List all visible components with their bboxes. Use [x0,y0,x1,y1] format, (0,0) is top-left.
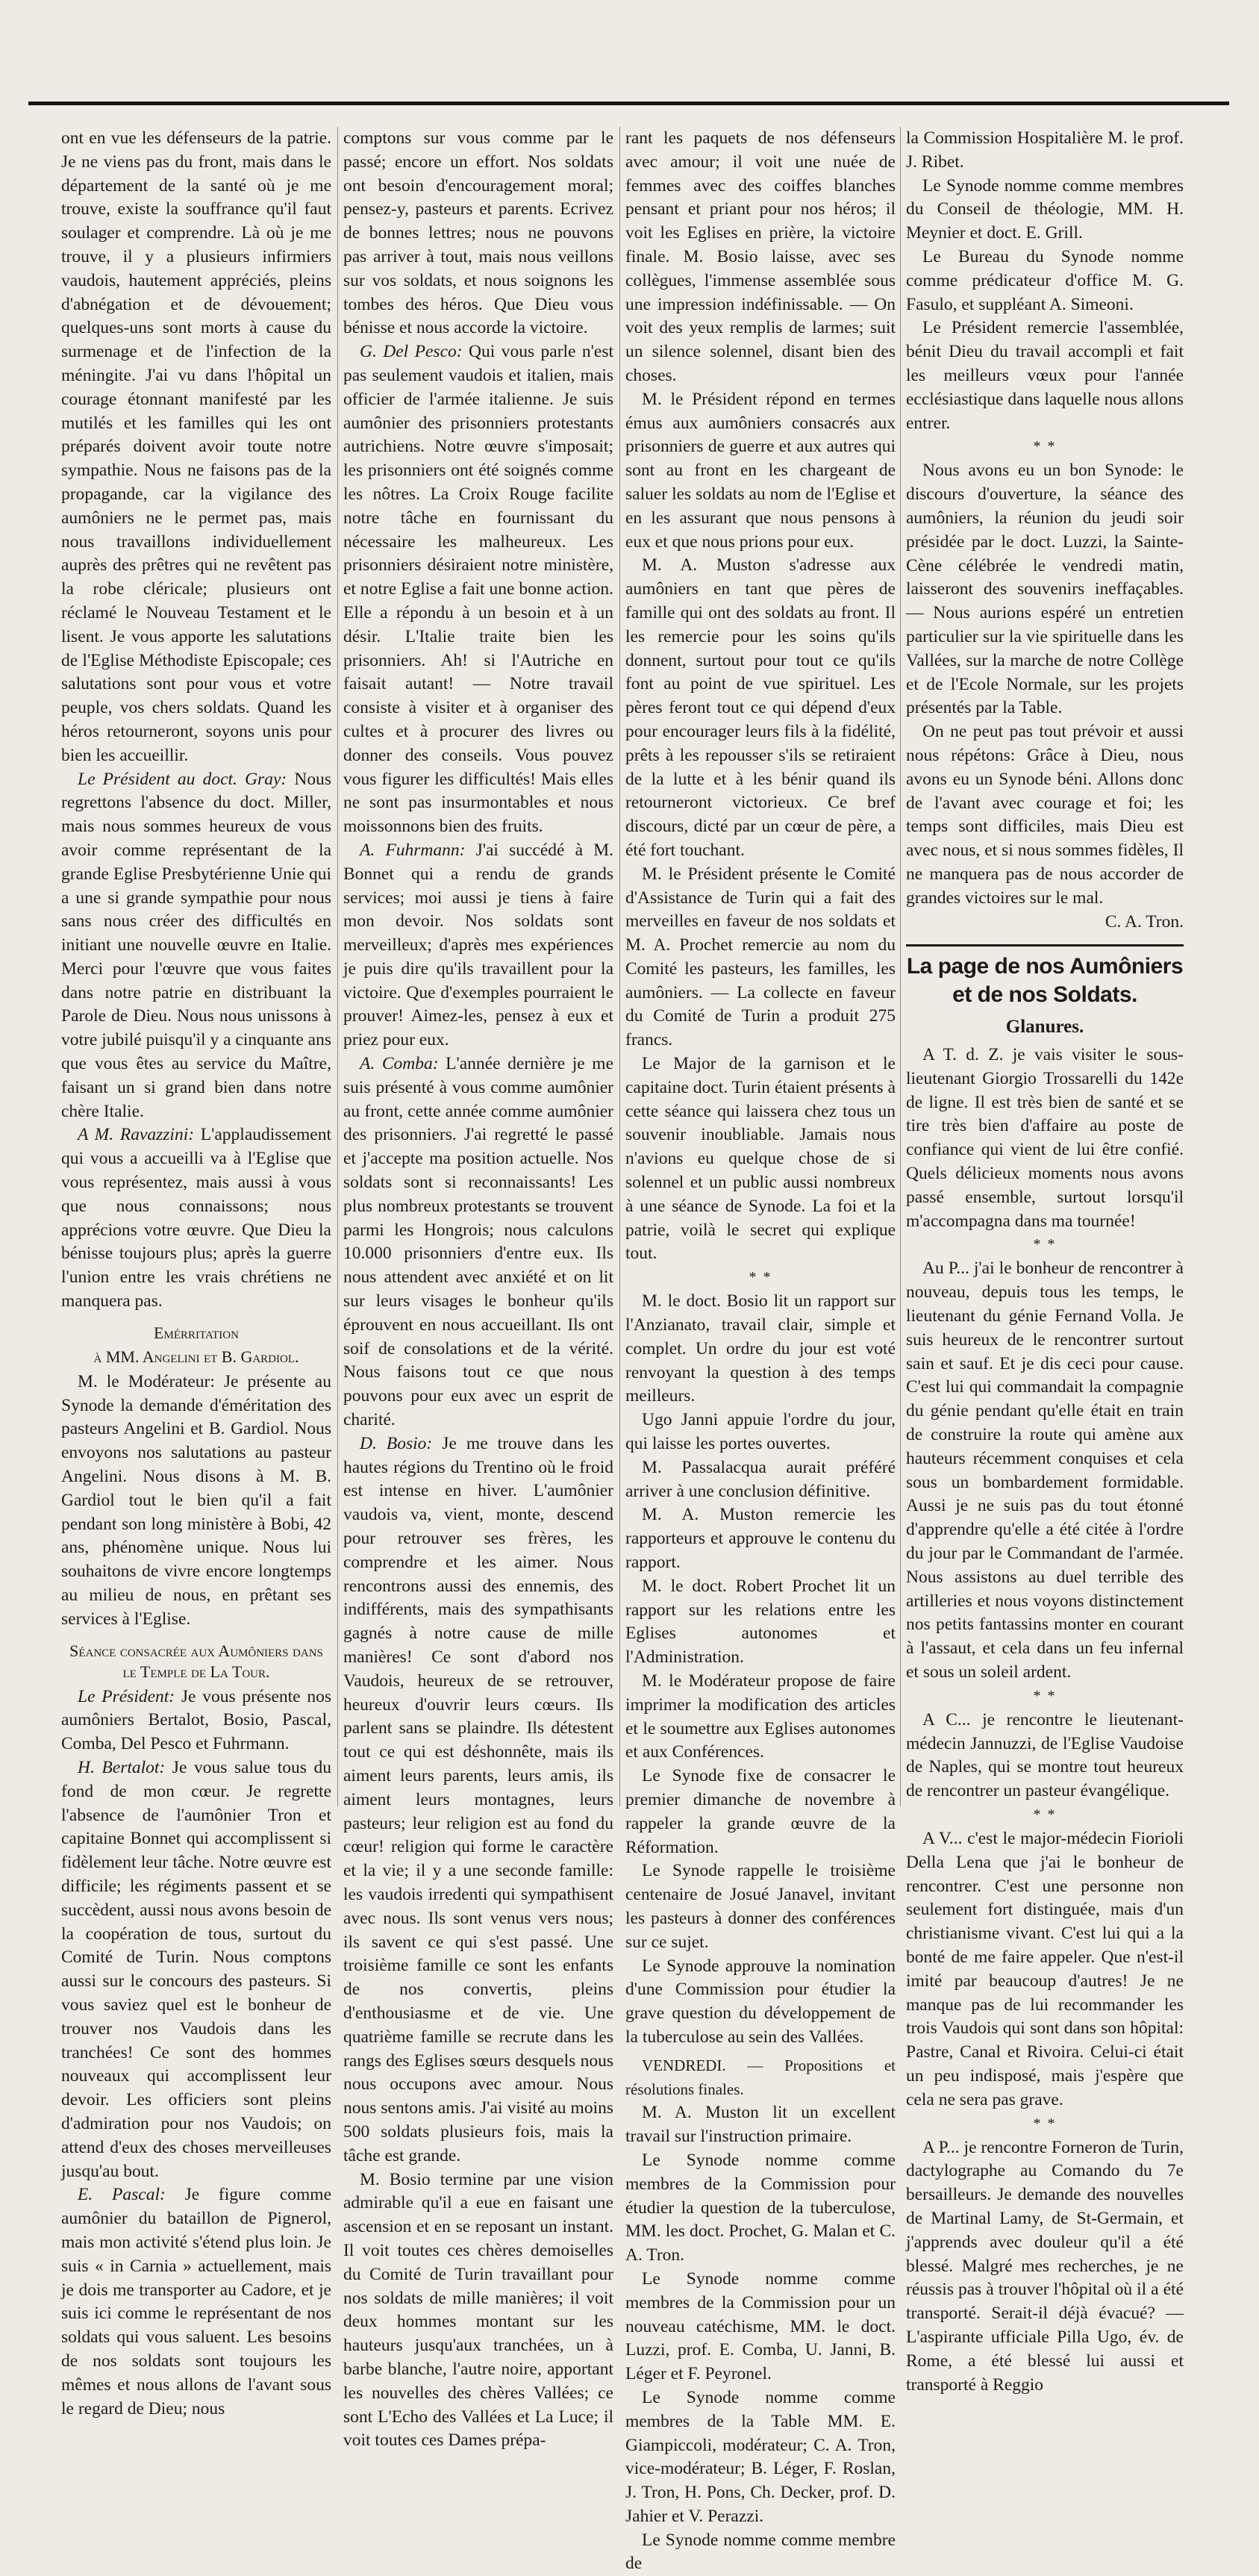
speech: L'applaudissement qui vous a accueilli va à l'Eglise que vous représentez, mais aussi à vous que nous connaissons; nous apprécions votre œuvre. Que Dieu la bénisse toujours plus; après la guerre l'union entre les vrais chrétiens ne manquera pas. [61,1125,332,1312]
paragraph: Ugo Janni appuie l'ordre du jour, qui laisse les portes ouvertes. [625,1410,896,1454]
paragraph: M. Bosio termine par une vision admirable qu'il a eue en faisant une ascension et en se reposant un instant. Il voit toutes ces chères demoiselles du Comité de Turin travaillant pour nos soldats de mille manières; il voit deux hommes montant sur les hauteurs jusqu'aux tranchées, un à barbe blanche, l'autre noire, apportant les nouvelles des chères Vallées; ce sont L'Echo des Vallées et La Luce; il voit toutes ces Dames prépa- [343,2169,613,2451]
paragraph: A C... je rencontre le lieutenant-médecin Jannuzzi, de l'Eglise Vaudoise de Naples, qui se montre tout heureux de rencontrer un pasteur évangélique. [906,1709,1184,1801]
speech: Je figure comme aumônier du bataillon de Pignerol, mais mon activité s'étend plus loin. Je suis « in Carnia » actuellement, mais je dois me transporter au Cadore, et je suis ici comme le représentant de nos soldats qui vous saluent. Les besoins de nos soldats sont toujours les mêmes et nous allons de l'avant sous le regard de Dieu; nous [61,2185,331,2418]
speech: Je vous salue tous du fond de mon cœur. Je regrette l'absence de l'aumônier Tron et capitaine Bonnet qui accomplissent si fidèlement leur tâche. Notre œuvre est difficile; les régiments passent et se succèdent, aussi nous avons besoin de la coopération de tous, surtout du Comité de Turin. Nous comptons aussi sur le concours des pasteurs. Si vous saviez quel est le bonheur de trouver nos Vaudois dans les tranchées! Ce sont des hommes nouveaux qui accomplissent leur devoir. Les officiers sont pleins d'admiration pour nos Vaudois; on attend d'eux des choses merveilleuses jusqu'au bout. [61,1758,331,2181]
asterism: * * [749,1269,772,1286]
column-divider [337,127,338,1806]
asterism: * * [1033,2115,1057,2132]
speech: L'année dernière je me suis présenté à vous comme aumônier au front, cette année comme aumônier des prisonniers. J'ai regretté le passé et j'accepte ma position actuelle. Nos soldats sont si reconnaissants! Les plus nombreux protestants se trouvent parmi les Hongrois; nous calculons 10.000 prisonniers d'entre eux. Ils nous attendent avec anxiété et on lit sur leurs visages le bonheur qu'ils éprouvent en nous accueillant. Ils ont soif de consolations et de la vérité. Nous faisons tout ce que nous pouvons pour eux avec un esprit de charité. [343,1054,613,1430]
column-1 [61,127,332,2418]
paragraph: Le Synode nomme comme membres de la Commission pour un nouveau catéchisme, MM. le doct. Luzzi, prof. E. Comba, U. Janni, B. Léger et F. Peyronel. [625,2268,896,2384]
speech: Je vous présente nos aumôniers Bertalot, Bosio, Pascal, Comba, Del Pesco et Fuhrmann. [61,1686,331,1754]
paragraph: Le Synode fixe de consacrer le premier dimanche de novembre à rappeler la grande œuvre de la Réformation. [625,1766,896,1857]
paragraph: A T. d. Z. je vais visiter le sous-lieutenant Giorgio Trossarelli du 142e de ligne. Il est très bien de santé et se tire très bien d'affaire au poste de confiance qui vient de lui être confié. Quels délicieux moments nous avons passé ensemble, surtout lorsqu'il m'accompagna dans ma tournée! [906,1045,1184,1231]
paragraph: A V... c'est le major-médecin Fiorioli Della Lena que j'ai le bonheur de rencontrer. C'est une personne non seulement fort distinguée, mais d'un christianisme vivant. C'est lui qui a la bonté de me faire appeler. Que n'est-il imité par beaucoup d'autres! Je ne manque pas de lui recommander les trois Vaudois qui sont dans son hôpital: Pastre, Canal et Rivoira. Celui-ci était un peu indisposé, mais j'espère que cela ne sera pas grave. [906,1829,1184,2109]
paragraph [61,2183,331,2421]
speaker: Le Président: [78,1686,175,1706]
paragraph: Le Synode rappelle le troisième centenaire de Josué Janavel, invitant les pasteurs à donner des conférences sur ce sujet. [625,1861,896,1952]
speech: J'ai succédé à M. Bonnet qui a rendu de grands services; moi aussi je tiens à faire mon devoir. Nos soldats sont merveilleux; d'après mes expériences je puis dire qu'ils travaillent pour la victoire. Que d'exemples pourraient le prouver! Aimez-les, pensez à eux et priez pour eux. [343,840,613,1050]
paragraph: M. Passalacqua aurait préféré arriver à une conclusion définitive. [625,1457,896,1501]
asterism: * * [1033,1806,1057,1823]
speaker: A. Comba: [360,1054,439,1074]
paragraph [343,839,613,1052]
asterism: * * [1033,438,1057,455]
column-4 [906,127,1184,2395]
paragraph: Le Synode nomme comme membres de la Table MM. E. Giampiccoli, modérateur; C. A. Tron, vice-modérateur; B. Léger, F. Roslan, J. Tron, H. Pons, Ch. Decker, prof. D. Jahier et V. Perazzi. [625,2387,896,2526]
paragraph: M. le Modérateur propose de faire imprimer la modification des articles et le soumettre aux Eglises autonomes et aux Conférences. [625,1671,896,1762]
paragraph: Le Synode nomme comme membres de la Commission pour étudier la question de la tuberculose, MM. les doct. Prochet, G. Malan et C. A. Tron. [625,2150,896,2265]
paragraph: rant les paquets de nos défenseurs avec amour; il voit une nuée de femmes avec des coiffes blanches pensant et priant pour nos héros; il voit les Eglises en prière, la victoire finale. M. Bosio laisse, avec ses collègues, l'immense assemblée sous une impression indéfinissable. — On voit des yeux remplis de larmes; suit un silence solennel, disant bien des choses. [625,128,896,385]
section-heading: Glanures. [1005,1017,1084,1038]
speaker: D. Bosio: [360,1433,433,1453]
paragraph: M. le doct. Robert Prochet lit un rapport sur les relations entre les Eglises autonomes et l'Administration. [625,1576,896,1668]
paragraph: Le Synode nomme comme membre de [625,2530,896,2574]
paragraph [343,1052,613,1432]
page-heading: La page de nos Aumôniers et de nos Soldats. [906,944,1184,1009]
paragraph: On ne peut pas tout prévoir et aussi nous répétons: Grâce à Dieu, nous avons eu un Synode béni. Allons donc de l'avant avec courage et foi; les temps sont difficiles, mais Dieu est avec nous, et si nous sommes fidèles, Il ne manquera pas de nous accorder de grandes victoires sur le mal. [906,722,1184,908]
paragraph: M. A. Muston remercie les rapporteurs et approuve le contenu du rapport. [625,1505,896,1573]
speech: Je me trouve dans les hautes régions du Trentino où le froid est intense en hiver. L'aumônier vaudois va, vient, monte, descend pour retrouver ses frères, les comprendre et les aimer. Nous rencontrons aussi des ennemis, des indifférents, mais des sympathisants gagnés à notre cause de mille manières! Ce sont d'abord nos Vaudois, heureux de se retrouver, heureux d'ouvrir leurs cœurs. Ils parlent sans se plaindre. Ils détestent tout ce qui est déshonnête, mais ils aiment leurs parents, leurs amis, ils aiment leurs montagnes, leurs pasteurs; leur religion est au fond du cœur! religion qui forme le caractère et la vie; il y a une seconde famille: les vaudois irredenti qui sympathisent avec nous. Ils sont venus vers nous; ils savent ce qui s'est passé. Une troisième famille ce sont les enfants de nos convertis, pleins d'enthousiasme et de vie. Une quatrième famille se recrute dans les rangs des Eglises sœurs desquels nous nous occupons avec amour. Nous nous sentons amis. J'ai visité au moins 500 soldats plusieurs fois, mais la tâche est grande. [343,1433,613,2165]
paragraph: M. le doct. Bosio lit un rapport sur l'Anzianato, travail clair, simple et complet. Un ordre du jour est voté renvoyant la question à des temps meilleurs. [625,1291,896,1406]
paragraph: M. A. Muston s'adresse aux aumôniers en tant que pères de famille qui ont des soldats au front. Il les remercie pour les soins qu'ils donnent, surtout pour tout ce qu'ils font au point de vue spirituel. Les pères feront tout ce qui dépend d'eux pour encourager leurs fils à la fidélité, prêts à les repousser s'ils se retiraient de la lutte et à les bénir quand ils retourneront victorieux. Ce bref discours, dicté par un cœur de père, a été fort touchant. [625,555,896,860]
paragraph [343,1432,613,2168]
speaker: G. Del Pesco: [360,342,463,362]
paragraph: la Commission Hospitalière M. le prof. J. Ribet. [906,128,1184,172]
paragraph: M. le Président répond en termes émus aux aumôniers consacrés aux prisonniers de guerre et aux autres qui sont au front en les chargeant de saluer les soldats au nom de l'Eglise et en les assurant que nous pensons à eux et que nous prions pour eux. [625,389,896,552]
paragraph [61,1123,331,1313]
paragraph: A P... je rencontre Forneron de Turin, dactylographe au Comando du 7e bersailleurs. Je demande des nouvelles de Martinal Lamy, de St-Germain, et j'apprends avec douleur qu'il a été blessé. Malgré mes recherches, je ne réussis pas à trouver l'hôpital où il a été transporté. Serait-il déjà évacué? — L'aspirante ufficiale Pilla Ugo, év. de Rome, a été blessé lui aussi et transporté à Reggio [906,2137,1184,2395]
paragraph [61,768,331,1124]
asterism: * * [1033,1236,1057,1253]
speech: Qui vous parle n'est pas seulement vaudois et italien, mais officier de l'armée italienne. Je suis aumônier des prisonniers protestants autrichiens. Notre œuvre s'imposait; les prisonniers ont été soignés comme les nôtres. La Croix Rouge facilite notre tâche en fournissant du nécessaire les malheureux. Les prisonniers désiraient notre ministère, et notre Eglise a fait une bonne action. Elle a répondu à un besoin et à un désir. L'Italie traite bien les prisonniers. Ah! si l'Autriche en faisait autant! — Notre travail consiste à visiter et à organiser des cultes et à procurer des livres ou donner des conseils. Vous pouvez vous figurer les difficultés! Mais elles ne sont pas insurmontables et nous moissonnons bien des fruits. [343,342,613,837]
vendredi-heading: VENDREDI. — Propositions et résolutions finales. [625,2056,896,2098]
paragraph: Le Synode nomme comme membres du Conseil de théologie, MM. H. Meynier et doct. E. Grill. [906,175,1184,243]
column-divider [619,127,620,1806]
speech: Nous regrettons l'absence du doct. Miller, mais nous sommes heureux de vous avoir comme représentant de la grande Eglise Presbytérienne Unie qui a une si grande sympathie pour nous sans nous créer des difficultés en initiant une nouvelle œuvre en Italie. Merci pour l'œuvre que vous faites dans notre patrie en distribuant la Parole de Dieu. Nous nous unissons à votre jubilé puisqu'il y a cinquante ans que vous êtes au service du Maître, faisant un si grand bien dans notre chère Italie. [61,769,331,1121]
paragraph: M. A. Muston lit un excellent travail sur l'instruction primaire. [625,2103,896,2147]
paragraph: M. le Modérateur: Je présente au Synode la demande d'éméritation des pasteurs Angelini et B. Gardiol. Nous envoyons nos salutations au pasteur Angelini. Nous disons à M. B. Gardiol tout le bien qu'il a fait pendant son long ministère à Bobi, 42 ans, phénomène unique. Nous lui souhaitons de vivre encore longtemps au milieu de nous, en prêtant ses services à l'Eglise. [61,1371,331,1629]
subheading-emeritation: Emérritation [154,1323,239,1342]
paragraph: Le Synode approuve la nomination d'une Commission pour étudier la grave question du développement de la tuberculose au sein des Vallées. [625,1956,896,2047]
column-2 [343,127,613,2451]
speaker: Le Président au doct. Gray: [78,769,287,789]
paragraph: Le Bureau du Synode nomme comme prédicateur d'office M. G. Fasulo, et suppléant A. Simeoni. [906,246,1184,314]
paragraph [61,1685,331,1756]
paragraph: Le Président remercie l'assemblée, bénit Dieu du travail accompli et fait les meilleurs vœux pour l'année ecclésiastique dans laquelle nous allons entrer. [906,318,1184,433]
signature: C. A. Tron. [1105,911,1184,932]
asterism: * * [1033,1687,1057,1704]
speaker: A M. Ravazzini: [78,1125,195,1145]
paragraph: Le Major de la garnison et le capitaine doct. Turin étaient présents à cette séance qui laissera chez tous un souvenir inoubliable. Jamais nous n'avions eu quelque chose de si solennel et un public aussi nombreux à une séance de Synode. La foi et la patrie, voilà le secret qui explique tout. [625,1054,896,1264]
paragraph: comptons sur vous comme par le passé; encore un effort. Nos soldats ont besoin d'encouragement moral; pensez-y, pasteurs et parents. Ecrivez de bonnes lettres; nous ne pouvons pas arriver à tout, mais nous veillons sur vos soldats, et nous soignons les tombes des héros. Que Dieu vous bénisse et nous accorde la victoire. [343,128,613,338]
paragraph: Nous avons eu un bon Synode: le discours d'ouverture, la séance des aumôniers, la réunion du jeudi soir présidée par le doct. Luzzi, la Sainte-Cène célébrée le vendredi matin, laisseront des souvenirs ineffaçables. — Nous aurions espéré un entretien particulier sur la vie spirituelle dans les Vallées, sur la marche de notre Collège et de l'Ecole Normale, sur les projets présentés par la Table. [906,461,1184,718]
paragraph [343,340,613,839]
paragraph: ont en vue les défenseurs de la patrie. Je ne viens pas du front, mais dans le département de la santé où je me trouve, existe la souffrance qu'il faut soulager et comprendre. Là où je me trouve, il y a plusieurs infirmiers vaudois, hautement appréciés, pleins d'abnégation et de dévouement; quelques-uns sont morts à cause du surmenage et de l'infection de la méningite. J'ai vu dans l'hôpital un courage étonnant manifesté par les mutilés et les familles qui les ont préparés doivent avoir toute notre sympathie. Nous ne faisons pas de la propagande, car la vigilance des aumôniers ne le permet pas, mais nous travaillons individuellement auprès des prêtres qui ne revêtent pas la robe cléricale; plusieurs ont réclamé le Nouveau Testament et le lisent. Je vous apporte les salutations de l'Eglise Méthodiste Episcopale; ces salutations sont pour vous et votre peuple, vos chers soldats. Quand les héros retourneront, soyons unis pour bien les accueillir. [61,128,331,765]
paragraph: M. le Président présente le Comité d'Assistance de Turin qui a fait des merveilles en faveur de nos soldats et M. A. Prochet remercie au nom du Comité les pasteurs, les familles, les aumôniers. — La collecte en faveur du Comité de Turin a produit 275 francs. [625,864,896,1050]
column-3 [625,127,896,2574]
speaker: A. Fuhrmann: [360,840,466,860]
column-divider [900,127,901,1806]
paragraph: Au P... j'ai le bonheur de rencontrer à nouveau, depuis tous les temps, le lieutenant du génie Fernand Volla. Je suis heureux de le rencontrer surtout sain et sauf. Et je dis ceci pour cause. C'est lui qui commandait la compagnie du génie pendant qu'elle était en train de construire la route qui amène aux hauteurs récemment conquises et cela sous un bombardement formidable. Aussi je ne suis pas du tout étonné d'apprendre qu'elle a été citée à l'ordre du jour par le Commandant de l'armée. Nous assistons au duel terrible des artilleries et nous voyons distinctement nos petits fantassins monter en courant à l'assaut, et cela dans un feu infernal et sous un soleil ardent. [906,1259,1184,1682]
top-rule [28,102,1229,105]
subheading-emeritation-names: à MM. Angelini et B. Gardiol. [93,1347,299,1366]
speaker: H. Bertalot: [78,1758,166,1777]
speaker: E. Pascal: [78,2185,166,2205]
subheading-seance: Séance consacrée aux Aumôniers dans le Temple de La Tour. [69,1641,323,1681]
paragraph [61,1756,331,2183]
